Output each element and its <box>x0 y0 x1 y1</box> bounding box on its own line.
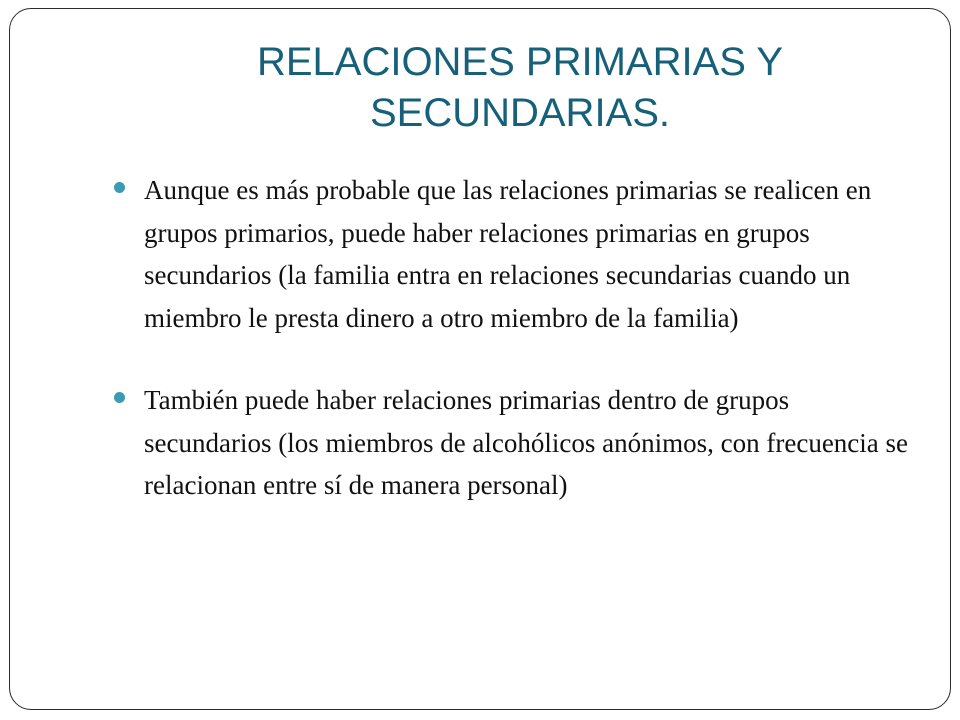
bullet-dot-icon <box>114 392 125 403</box>
slide-title: RELACIONES PRIMARIAS Y SECUNDARIAS. <box>256 40 784 135</box>
slide-frame <box>9 8 951 710</box>
bullet-text: También puede haber relaciones primarias dentro de grupos secundarios (los miembros de alcohólicos anónimos, con frecuencia se relacionan entre sí de manera personal) <box>144 385 909 500</box>
bullet-list <box>114 169 914 507</box>
bullet-dot-icon <box>114 182 125 193</box>
bullet-item <box>114 169 914 339</box>
bullet-text: Aunque es más probable que las relaciones primarias se realicen en grupos primarios, puede haber relaciones primarias en grupos secundarios (la familia entra en relaciones secundarias cuando un miembro le presta dinero a otro miembro de la familia) <box>144 175 872 333</box>
bullet-item <box>114 379 914 507</box>
